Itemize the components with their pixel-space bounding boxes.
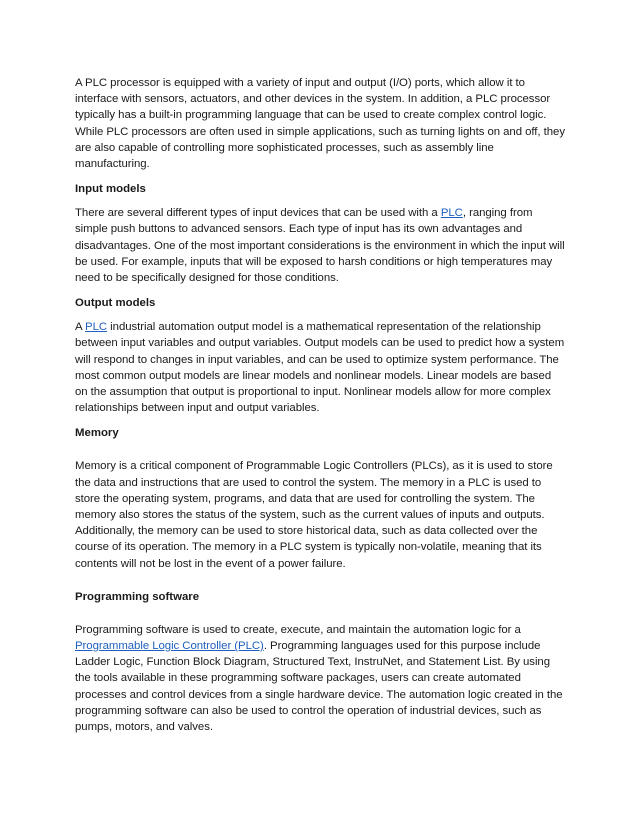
programming-software-text-after: . Programming languages used for this purpose include Ladder Logic, Function Block Diagram, Structured Text, InstruNet, and Statement List. By using the tools available in these programming software packages, users can create automated processes and control devices from a single hardware device. The automation logic created in the programming software can also be used to control the operation of industrial devices, such as pumps, motors, and valves. (75, 640, 563, 734)
output-models-paragraph (75, 319, 565, 416)
output-models-heading: Output models (75, 297, 156, 310)
input-models-paragraph (75, 205, 565, 286)
programming-software-text-before: Programming software is used to create, execute, and maintain the automation logic for a (75, 623, 521, 636)
programming-software-heading: Programming software (75, 590, 200, 603)
plc-link-output[interactable]: PLC (85, 321, 108, 334)
intro-paragraph: A PLC processor is equipped with a variety of input and output (I/O) ports, which allow it to interface with sensors, actuators, and other devices in the system. In addition, a PLC processor typically has a built-in programming language that can be used to create complex control logic. While PLC processors are often used in simple applications, such as turning lights on and off, they are also capable of controlling more sophisticated processes, such as assembly line manufacturing. (75, 77, 565, 171)
plc-full-link[interactable]: Programmable Logic Controller (PLC) (75, 640, 264, 653)
input-models-heading: Input models (75, 183, 146, 196)
memory-paragraph: Memory is a critical component of Programmable Logic Controllers (PLCs), as it is used to store the data and instructions that are used to control the system. The memory in a PLC is used to store the operating system, programs, and data that are used for controlling the system. The memory also stores the status of the system, such as the current values of inputs and outputs. Additionally, the memory can be used to store historical data, such as data collected over the course of its operation. The memory in a PLC system is typically non-volatile, meaning that its contents will not be lost in the event of a power failure. (75, 460, 553, 570)
input-models-text-after: , ranging from simple push buttons to advanced sensors. Each type of input has its own advantages and disadvantages. One of the most important considerations is the environment in which the input will be used. For example, inputs that will be exposed to harsh conditions or high temperatures may need to be specifically designed for those conditions. (75, 207, 565, 285)
input-models-text-before: There are several different types of input devices that can be used with a (75, 207, 441, 220)
memory-heading: Memory (75, 427, 119, 440)
output-models-text-before: A (75, 321, 86, 334)
plc-link[interactable]: PLC (440, 207, 463, 220)
programming-software-paragraph (75, 622, 565, 735)
output-models-text-after: industrial automation output model is a mathematical representation of the relationship between input variables and output variables. Output models can be used to predict how a system will respond to changes in input variables, and can be used to optimize system performance. The most common output models are linear models and nonlinear models. Linear models are based on the assumption that output is proportional to input. Nonlinear models allow for more complex relationships between input and output variables. (75, 321, 565, 415)
document-page (75, 75, 565, 735)
